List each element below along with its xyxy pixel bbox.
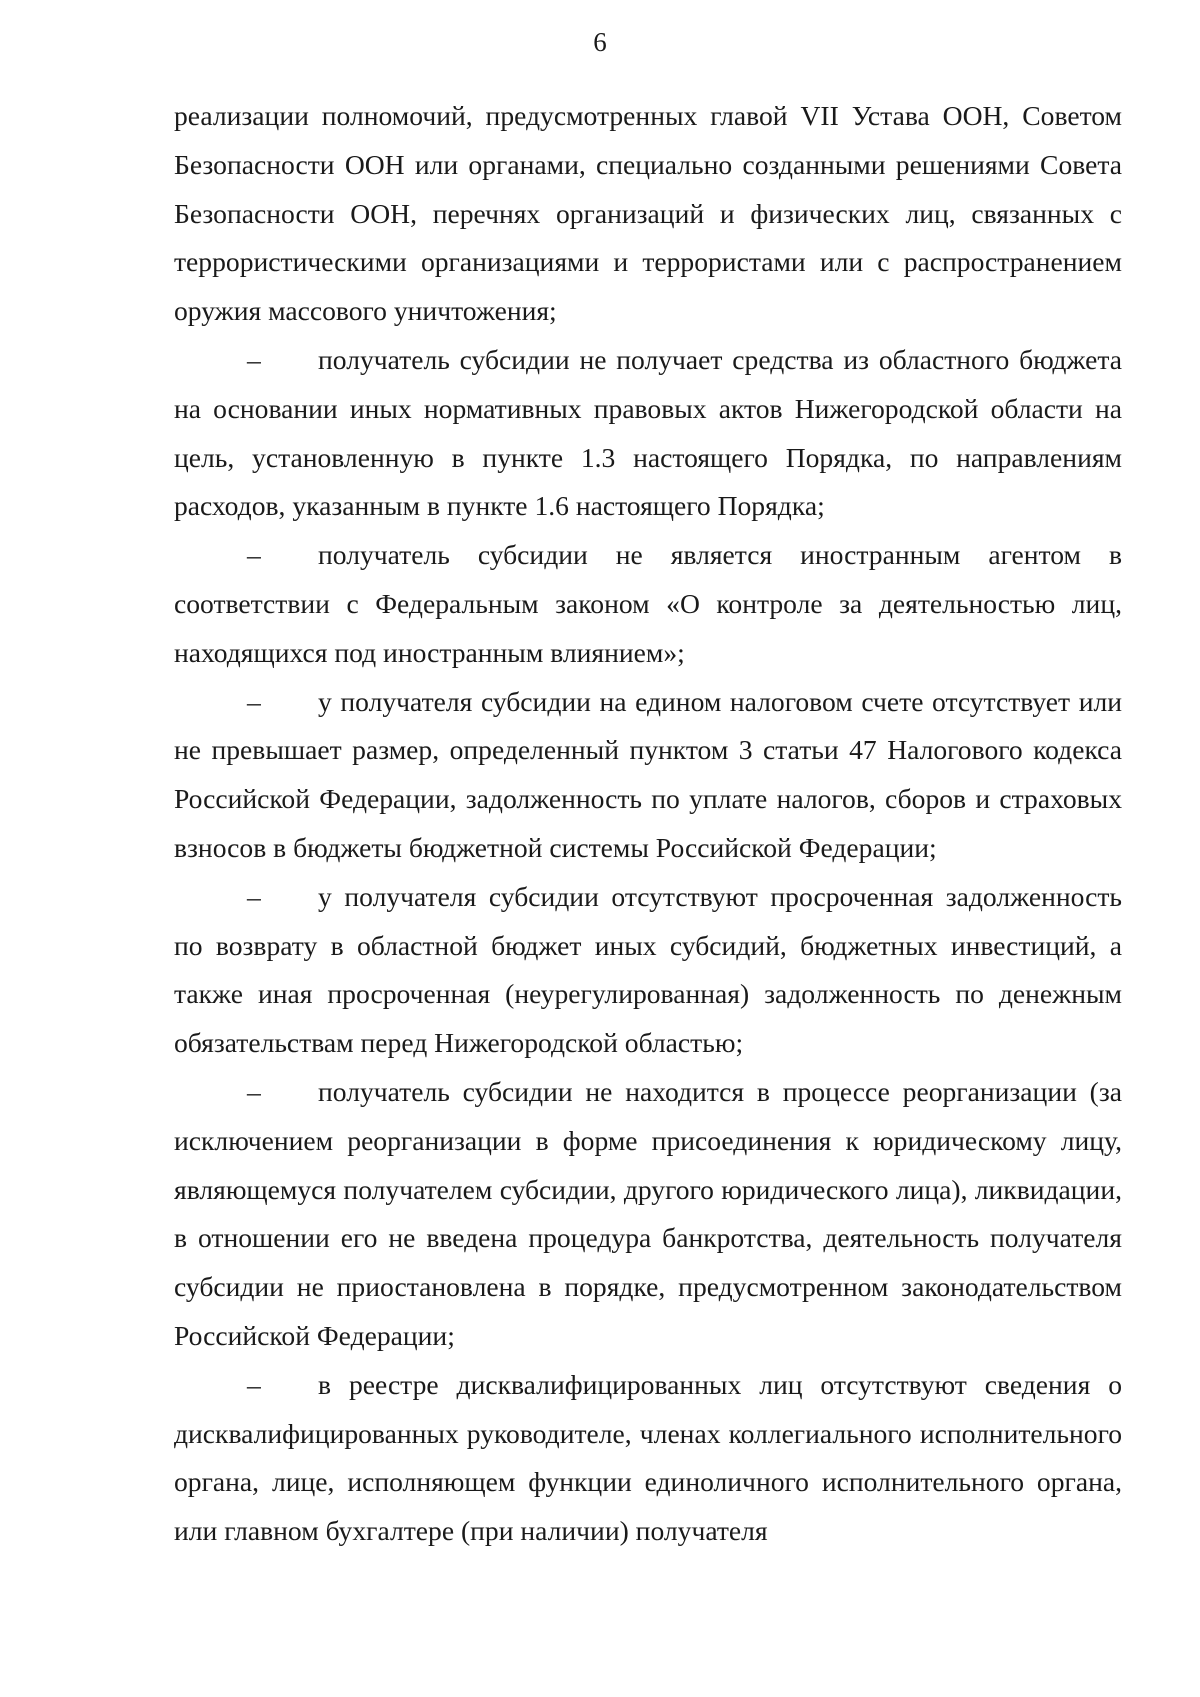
list-item: [174, 336, 1122, 531]
list-item-text: у получателя субсидии на едином налоговом счете отсутствует или не превышает размер, определенный пунктом 3 статьи 47 Налогового кодекса Российской Федерации, задолженность по уплате налогов, сборов и страховых взносов в бюджеты бюджетной системы Российской Федерации;: [174, 685, 1122, 863]
document-body: [174, 92, 1122, 1556]
list-item: [174, 678, 1122, 873]
list-item-text: получатель субсидии не получает средства из областного бюджета на основании иных нормативных правовых актов Нижегородской области на цель, установленную в пункте 1.3 настоящего Порядка, по направлениям расходов, указанным в пункте 1.6 настоящего Порядка;: [174, 343, 1122, 522]
dash-marker: –: [247, 343, 261, 375]
page-number: 6: [593, 27, 607, 57]
list-item-text: получатель субсидии не является иностранным агентом в соответствии с Федеральным законом «О контроле за деятельностью лиц, находящихся под иностранным влиянием»;: [174, 539, 1122, 668]
dash-marker: –: [247, 539, 261, 571]
dash-marker: –: [247, 1368, 261, 1400]
list-item: [174, 1361, 1122, 1556]
list-item: [174, 531, 1122, 677]
list-item-text: в реестре дисквалифицированных лиц отсутствуют сведения о дисквалифицированных руководителе, членах коллегиального исполнительного органа, лице, исполняющем функции единоличного исполнительного органа, или главном бухгалтере (при наличии) получателя: [174, 1368, 1122, 1547]
list-item: [174, 1068, 1122, 1361]
list-item-text: получатель субсидии не находится в процессе реорганизации (за исключением реорганизации в форме присоединения к юридическому лицу, являющемуся получателем субсидии, другого юридического лица), ликвидации, в отношении его не введена процедура банкротства, деятельность получателя субсидии не приостановлена в порядке, предусмотренном законодательством Российской Федерации;: [174, 1075, 1122, 1351]
dash-marker: –: [247, 685, 261, 717]
intro-paragraph: реализации полномочий, предусмотренных главой VII Устава ООН, Советом Безопасности ООН или органами, специально созданными решениями Совета Безопасности ООН, перечнях организаций и физических лиц, связанных с террористическими организациями и террористами или с распространением оружия массового уничтожения;: [174, 100, 1122, 327]
dash-marker: –: [247, 880, 261, 912]
list-item-text: у получателя субсидии отсутствуют просроченная задолженность по возврату в областной бюджет иных субсидий, бюджетных инвестиций, а также иная просроченная (неурегулированная) задолженность по денежным обязательствам перед Нижегородской областью;: [174, 880, 1122, 1059]
list-item: [174, 873, 1122, 1068]
dash-marker: –: [247, 1075, 261, 1107]
